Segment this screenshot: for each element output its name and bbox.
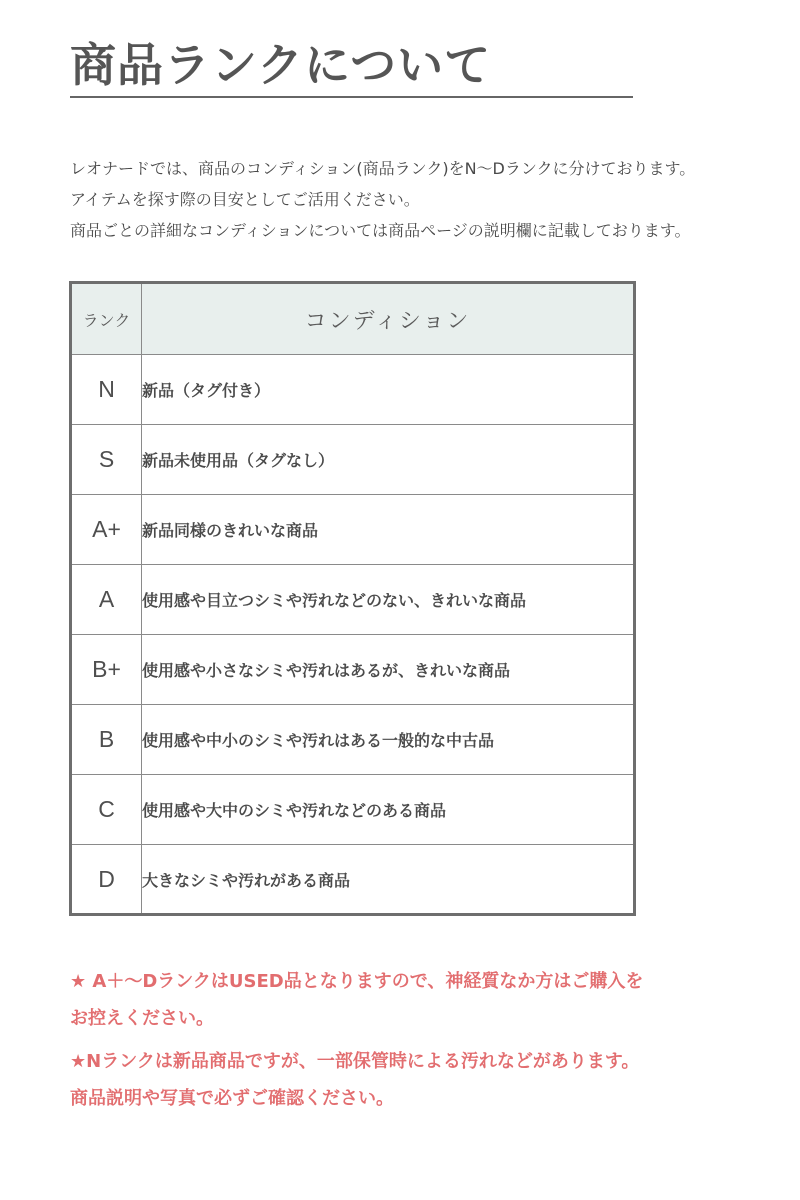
table-row bbox=[71, 845, 635, 915]
rank-cell: B bbox=[71, 705, 142, 775]
table-row bbox=[71, 635, 635, 705]
rank-cell: D bbox=[71, 845, 142, 915]
table-row bbox=[71, 425, 635, 495]
rank-cell: C bbox=[71, 775, 142, 845]
rank-table bbox=[69, 281, 636, 916]
rank-column-header: ランク bbox=[71, 283, 142, 355]
page-title: 商品ランクについて bbox=[70, 38, 492, 92]
notes-section bbox=[70, 963, 770, 1117]
rank-cell: A+ bbox=[71, 495, 142, 565]
condition-cell: 使用感や中小のシミや汚れはある一般的な中古品 bbox=[142, 705, 635, 775]
intro-text bbox=[70, 153, 780, 246]
table-row bbox=[71, 355, 635, 425]
table-row bbox=[71, 565, 635, 635]
intro-line: レオナードでは、商品のコンディション(商品ランク)をN〜Dランクに分けております。 bbox=[70, 159, 696, 178]
condition-cell: 使用感や目立つシミや汚れなどのない、きれいな商品 bbox=[142, 565, 635, 635]
condition-column-header: コンディション bbox=[142, 283, 635, 355]
table-row bbox=[71, 705, 635, 775]
table-header-row bbox=[71, 283, 635, 355]
intro-line: アイテムを探す際の目安としてご活用ください。 bbox=[70, 190, 420, 209]
rank-cell: N bbox=[71, 355, 142, 425]
used-note-line: ★ A＋〜DランクはUSED品となりますので、神経質なか方はご購入を bbox=[70, 971, 644, 992]
title-underline bbox=[70, 96, 633, 98]
table-row bbox=[71, 495, 635, 565]
condition-cell: 新品未使用品（タグなし） bbox=[142, 425, 635, 495]
rank-cell: A bbox=[71, 565, 142, 635]
rank-cell: S bbox=[71, 425, 142, 495]
condition-cell: 使用感や小さなシミや汚れはあるが、きれいな商品 bbox=[142, 635, 635, 705]
condition-cell: 新品同様のきれいな商品 bbox=[142, 495, 635, 565]
new-note-line: 商品説明や写真で必ずご確認ください。 bbox=[70, 1088, 394, 1109]
condition-cell: 大きなシミや汚れがある商品 bbox=[142, 845, 635, 915]
intro-line: 商品ごとの詳細なコンディションについては商品ページの説明欄に記載しております。 bbox=[70, 221, 691, 240]
condition-cell: 使用感や大中のシミや汚れなどのある商品 bbox=[142, 775, 635, 845]
new-note-line: ★Nランクは新品商品ですが、一部保管時による汚れなどがあります。 bbox=[70, 1051, 640, 1072]
used-note-line: お控えください。 bbox=[70, 1008, 214, 1029]
rank-cell: B+ bbox=[71, 635, 142, 705]
table-row bbox=[71, 775, 635, 845]
condition-cell: 新品（タグ付き） bbox=[142, 355, 635, 425]
